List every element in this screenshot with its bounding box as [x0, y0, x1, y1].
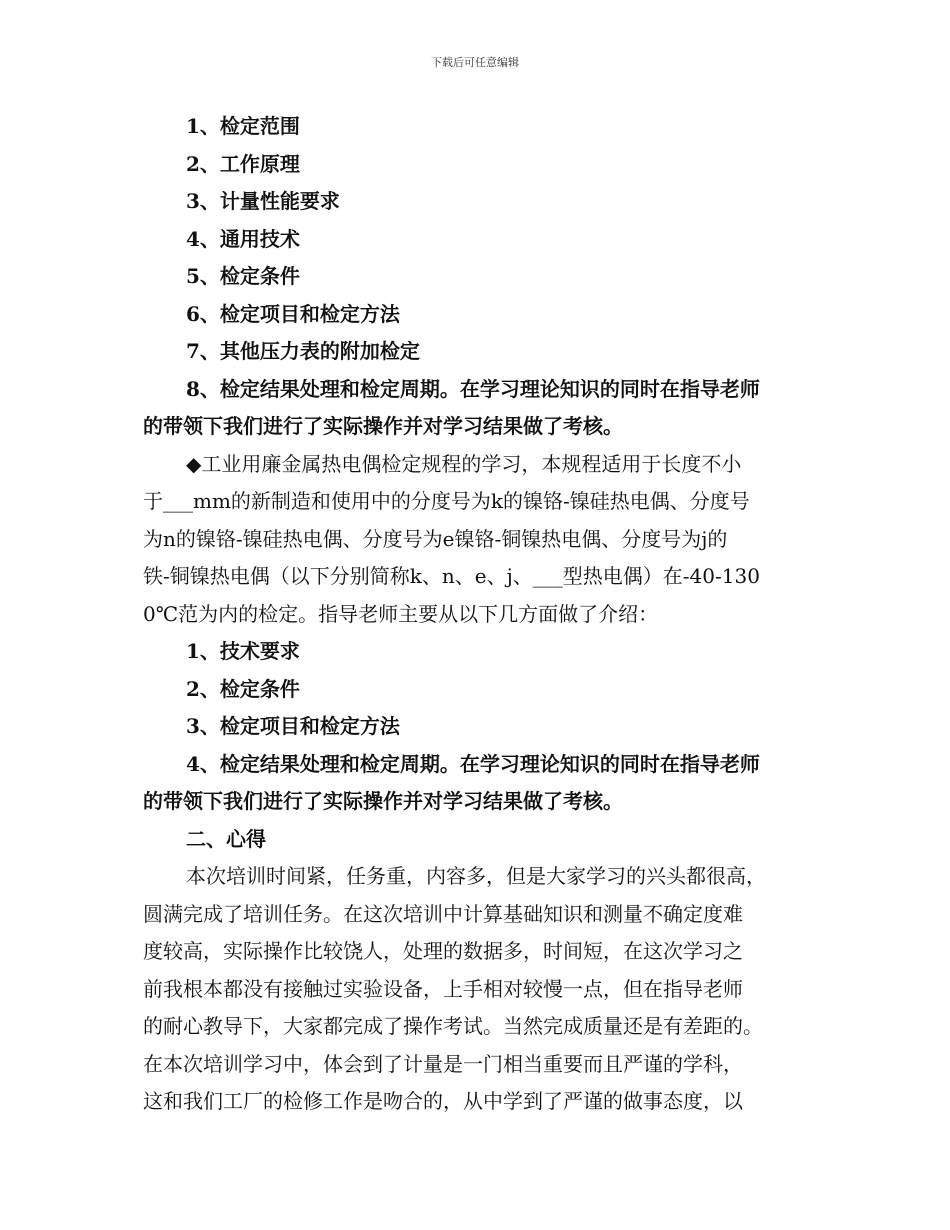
paragraph-line: 这和我们工厂的检修工作是吻合的，从中学到了严谨的做事态度，以: [143, 1089, 743, 1113]
paragraph-line: 4、检定结果处理和检定周期。在学习理论知识的同时在指导老师: [186, 751, 760, 776]
paragraph-line: ◆工业用廉金属热电偶检定规程的学习，本规程适用于长度不小: [186, 451, 742, 476]
paragraph-line: 为n的镍铬-镍硅热电偶、分度号为e镍铬-铜镍热电偶、分度号为j的: [143, 526, 728, 551]
paragraph-line: 8、检定结果处理和检定周期。在学习理论知识的同时在指导老师: [186, 376, 760, 401]
paragraph-line: 的带领下我们进行了实际操作并对学习结果做了考核。: [143, 414, 623, 438]
paragraph-line: 前我根本都没有接触过实验设备，上手相对较慢一点，但在指导老师: [143, 976, 743, 1001]
list-item: 4、通用技术: [186, 226, 300, 251]
paragraph-line: 度较高，实际操作比较饶人，处理的数据多，时间短，在这次学习之: [143, 939, 743, 963]
page-header: 下载后可任意编辑: [431, 56, 519, 69]
paragraph-line: 0℃范为内的检定。指导老师主要从以下几方面做了介绍：: [143, 601, 659, 626]
list-item: 5、检定条件: [186, 264, 300, 288]
paragraph-line: 铁-铜镍热电偶（以下分别简称k、n、e、j、___型热电偶）在-40-130: [143, 564, 760, 588]
paragraph-line: 在本次培训学习中，体会到了计量是一门相当重要而且严谨的学科，: [143, 1051, 743, 1076]
paragraph-line: 本次培训时间紧，任务重，内容多，但是大家学习的兴头都很高，: [186, 864, 766, 888]
list-item: 2、检定条件: [186, 676, 300, 701]
paragraph-line: 圆满完成了培训任务。在这次培训中计算基础知识和测量不确定度难: [143, 901, 743, 926]
document-body: [143, 108, 813, 1121]
list-item: 3、检定项目和检定方法: [186, 714, 400, 738]
list-item: 7、其他压力表的附加检定: [186, 339, 420, 363]
section-heading: 二、心得: [186, 826, 266, 851]
paragraph-line: 于___mm的新制造和使用中的分度号为k的镍铬-镍硅热电偶、分度号: [143, 489, 750, 513]
list-item: 3、计量性能要求: [186, 189, 340, 213]
list-item: 6、检定项目和检定方法: [186, 301, 400, 326]
list-item: 1、检定范围: [186, 114, 300, 138]
list-item: 1、技术要求: [186, 639, 300, 663]
paragraph-line: 的耐心教导下，大家都完成了操作考试。当然完成质量还是有差距的。: [143, 1014, 763, 1038]
list-item: 2、工作原理: [186, 151, 300, 176]
paragraph-line: 的带领下我们进行了实际操作并对学习结果做了考核。: [143, 789, 623, 813]
